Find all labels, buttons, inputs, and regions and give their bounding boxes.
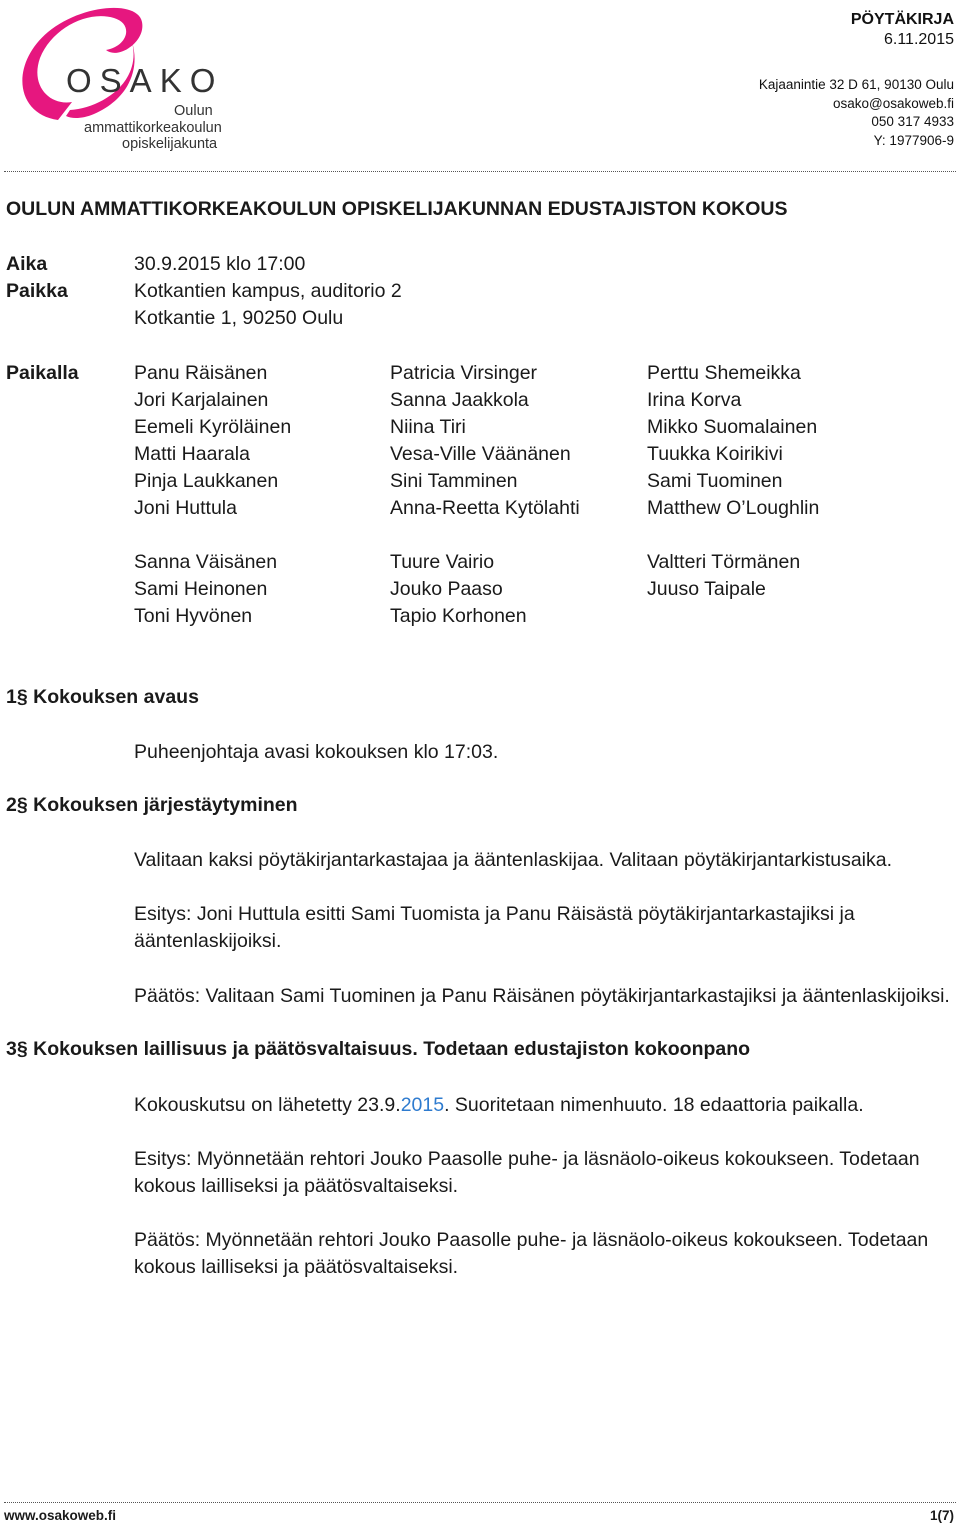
attendee: Anna-Reetta Kytölahti <box>390 497 580 519</box>
attendee: Jori Karjalainen <box>134 389 269 411</box>
contact-business-id: Y: 1977906-9 <box>873 132 954 148</box>
section-2-proposal-line-2: ääntenlaskijoiksi. <box>134 930 282 952</box>
document-type: PÖYTÄKIRJA <box>850 11 954 28</box>
attendee: Jouko Paaso <box>390 578 503 600</box>
attendee: Niina Tiri <box>390 416 466 438</box>
attendee: Mikko Suomalainen <box>647 416 818 438</box>
attendance-label: Paikalla <box>6 362 79 384</box>
section-3-heading: 3§ Kokouksen laillisuus ja päätösvaltaisuus. Todetaan edustajiston kokoonpano <box>6 1038 751 1060</box>
contact-block <box>759 76 954 150</box>
attendee: Pinja Laukkanen <box>134 470 279 492</box>
footer-page-number: 1(7) <box>929 1508 954 1523</box>
logo-line-3: opiskelijakunta <box>122 136 218 152</box>
section-3-decision <box>134 1227 928 1281</box>
section-3-proposal-line-1: Esitys: Myönnetään rehtori Jouko Paasolle puhe- ja läsnäolo-oikeus kokoukseen. Todetaan <box>134 1148 920 1170</box>
logo-line-1: Oulun <box>174 103 213 119</box>
section-1-text: Puheenjohtaja avasi kokouksen klo 17:03. <box>134 741 499 763</box>
section-3-invite-year: 2015 <box>400 1094 445 1116</box>
place-line-2: Kotkantie 1, 90250 Oulu <box>134 307 344 329</box>
section-3-rollcall-text: . Suoritetaan nimenhuuto. 18 edaattoria paikalla. <box>444 1094 864 1116</box>
section-2-paragraph-2 <box>134 901 855 955</box>
place-line-1: Kotkantien kampus, auditorio 2 <box>134 280 402 302</box>
attendee: Perttu Shemeikka <box>647 362 801 384</box>
place-label: Paikka <box>6 280 68 302</box>
section-3-proposal <box>134 1146 920 1200</box>
attendee: Patricia Virsinger <box>390 362 538 384</box>
attendance-group1-col3 <box>647 360 819 522</box>
attendance-group2-col1 <box>134 549 277 630</box>
attendee: Sanna Jaakkola <box>390 389 529 411</box>
attendance-group2-col2 <box>390 549 527 630</box>
section-3-proposal-line-2: kokous lailliseksi ja päätösvaltaiseksi. <box>134 1175 459 1197</box>
header-divider <box>4 171 956 172</box>
attendee: Tuure Vairio <box>390 551 495 573</box>
section-2-decision: Päätös: Valitaan Sami Tuominen ja Panu Räisänen pöytäkirjantarkastajiksi ja ääntenlaskijoiksi. <box>134 985 950 1007</box>
time-label: Aika <box>6 253 48 275</box>
attendance-group1-col2 <box>390 360 580 522</box>
contact-phone: 050 317 4933 <box>871 114 954 129</box>
attendee: Sini Tamminen <box>390 470 518 492</box>
attendee: Tuukka Koirikivi <box>647 443 783 465</box>
contact-address: Kajaanintie 32 D 61, 90130 Oulu <box>758 77 954 92</box>
footer-website[interactable]: www.osakoweb.fi <box>4 1508 117 1523</box>
attendee: Juuso Taipale <box>647 578 766 600</box>
section-3-decision-line-2: kokous lailliseksi ja päätösvaltaiseksi. <box>134 1256 459 1278</box>
section-3-paragraph-1 <box>134 1092 864 1119</box>
time-value: 30.9.2015 klo 17:00 <box>134 253 306 275</box>
section-2-paragraph-1: Valitaan kaksi pöytäkirjantarkastajaa ja ääntenlaskijaa. Valitaan pöytäkirjantarkistusaika. <box>134 849 893 871</box>
section-3-decision-line-1: Päätös: Myönnetään rehtori Jouko Paasolle puhe- ja läsnäolo-oikeus kokoukseen. Todetaan <box>134 1229 929 1251</box>
document-date: 6.11.2015 <box>884 31 954 48</box>
logo-wordmark: OSAKO <box>66 62 224 99</box>
section-3-invite-text: Kokouskutsu on lähetetty 23.9. <box>134 1094 401 1116</box>
attendee: Matti Haarala <box>134 443 250 465</box>
attendee: Sanna Väisänen <box>134 551 278 573</box>
attendee: Valtteri Törmänen <box>647 551 801 573</box>
attendee: Toni Hyvönen <box>134 605 253 627</box>
attendee: Matthew O’Loughlin <box>647 497 820 519</box>
contact-email: osako@osakoweb.fi <box>832 95 954 111</box>
attendance-group1-col1 <box>134 360 291 522</box>
attendee: Tapio Korhonen <box>390 605 527 627</box>
attendee: Joni Huttula <box>134 497 237 519</box>
logo-line-2: ammattikorkeakoulun <box>84 120 222 136</box>
section-2-proposal-line-1: Esitys: Joni Huttula esitti Sami Tuomista ja Panu Räisästä pöytäkirjantarkastajiksi ja <box>134 903 855 925</box>
attendee: Irina Korva <box>647 389 742 411</box>
osako-logo <box>10 2 225 152</box>
footer-divider <box>4 1502 956 1503</box>
attendee: Sami Heinonen <box>134 578 268 600</box>
attendance-group2-col3 <box>647 549 800 603</box>
attendee: Panu Räisänen <box>134 362 268 384</box>
section-1-heading: 1§ Kokouksen avaus <box>6 686 199 708</box>
attendee: Eemeli Kyröläinen <box>134 416 292 438</box>
document-header-meta <box>851 10 954 50</box>
osako-logo-icon <box>10 2 225 152</box>
section-2-heading: 2§ Kokouksen järjestäytyminen <box>6 794 298 816</box>
attendee: Sami Tuominen <box>647 470 783 492</box>
document-title: OULUN AMMATTIKORKEAKOULUN OPISKELIJAKUNNAN EDUSTAJISTON KOKOUS <box>6 198 788 220</box>
attendee: Vesa-Ville Väänänen <box>390 443 571 465</box>
